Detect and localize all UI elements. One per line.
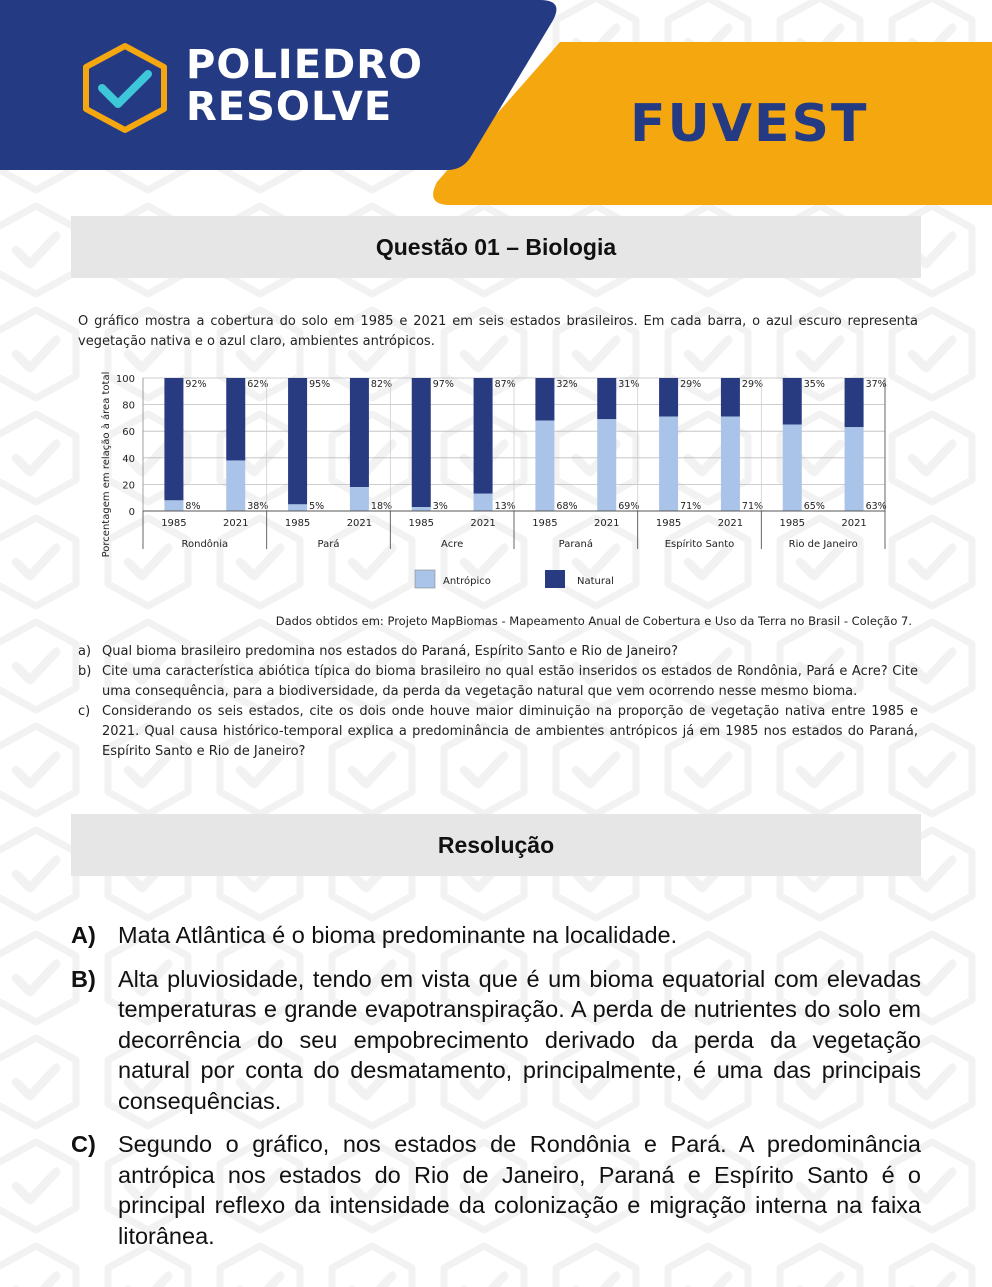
answer-c bbox=[71, 1129, 921, 1251]
data-label-antropico: 63% bbox=[865, 501, 887, 512]
answer-letter: A) bbox=[71, 922, 96, 948]
y-tick-label: 20 bbox=[122, 480, 135, 492]
resolution-answers bbox=[71, 920, 921, 1264]
data-label-antropico: 18% bbox=[370, 501, 393, 512]
data-label-antropico: 13% bbox=[494, 501, 516, 512]
data-label-natural: 32% bbox=[556, 379, 578, 390]
question-items bbox=[78, 642, 918, 762]
data-label-antropico: 65% bbox=[803, 501, 825, 512]
bar-natural bbox=[721, 378, 740, 417]
state-label: Acre bbox=[441, 539, 464, 550]
data-label-antropico: 5% bbox=[309, 501, 325, 512]
bar-natural bbox=[597, 378, 616, 419]
year-tick-label: 2021 bbox=[346, 518, 373, 529]
brand-name bbox=[186, 44, 423, 128]
year-tick-label: 2021 bbox=[841, 518, 867, 529]
data-label-natural: 92% bbox=[185, 379, 207, 390]
legend-swatch-natural bbox=[545, 570, 565, 588]
bar-antropico bbox=[535, 421, 554, 511]
data-label-natural: 29% bbox=[680, 379, 702, 390]
bar-natural bbox=[535, 378, 554, 421]
year-tick-label: 1985 bbox=[655, 518, 682, 529]
data-label-natural: 95% bbox=[309, 379, 331, 390]
bar-antropico bbox=[474, 494, 493, 511]
answer-text: Mata Atlântica é o bioma predominante na localidade. bbox=[118, 922, 678, 948]
year-tick-label: 2021 bbox=[223, 518, 249, 529]
item-text: Qual bioma brasileiro predomina nos estados do Paraná, Espírito Santo e Rio de Janeiro? bbox=[102, 644, 679, 659]
data-label-natural: 35% bbox=[803, 379, 825, 390]
legend-label-natural: Natural bbox=[577, 576, 614, 587]
item-letter: c) bbox=[78, 704, 91, 719]
bar-natural bbox=[845, 378, 864, 427]
data-label-natural: 97% bbox=[432, 379, 454, 390]
bar-natural bbox=[164, 378, 183, 500]
bar-natural bbox=[474, 378, 493, 494]
bar-natural bbox=[226, 378, 245, 460]
y-tick-label: 100 bbox=[115, 374, 135, 385]
chart-source: Dados obtidos em: Projeto MapBiomas - Mapeamento Anual de Cobertura e Uso da Terra no Brasil - Coleção 7. bbox=[275, 614, 912, 628]
item-letter: b) bbox=[78, 664, 92, 679]
year-tick-label: 1985 bbox=[779, 518, 805, 529]
answer-a bbox=[71, 920, 921, 951]
bar-natural bbox=[288, 378, 307, 504]
data-label-antropico: 69% bbox=[618, 501, 640, 512]
bar-natural bbox=[659, 378, 678, 417]
year-tick-label: 2021 bbox=[717, 518, 744, 529]
data-label-natural: 29% bbox=[741, 379, 764, 390]
bar-antropico bbox=[783, 425, 802, 511]
year-tick-label: 1985 bbox=[532, 518, 558, 529]
year-tick-label: 1985 bbox=[284, 518, 311, 529]
data-label-natural: 87% bbox=[494, 379, 516, 390]
bar-natural bbox=[350, 378, 369, 487]
bar-natural bbox=[783, 378, 802, 425]
exam-name: FUVEST bbox=[630, 94, 869, 154]
data-label-antropico: 68% bbox=[556, 501, 578, 512]
question-item-c bbox=[78, 702, 918, 762]
state-label: Paraná bbox=[558, 539, 594, 550]
bar-natural bbox=[412, 378, 431, 507]
bar-antropico bbox=[845, 427, 864, 511]
data-label-antropico: 71% bbox=[680, 501, 702, 512]
resolution-title: Resolução bbox=[71, 814, 921, 876]
year-tick-label: 1985 bbox=[161, 518, 187, 529]
data-label-antropico: 71% bbox=[741, 501, 764, 512]
land-cover-chart bbox=[95, 365, 895, 600]
data-label-antropico: 38% bbox=[247, 501, 269, 512]
year-tick-label: 2021 bbox=[594, 518, 620, 529]
question-title: Questão 01 – Biologia bbox=[71, 216, 921, 278]
brand-line-1: POLIEDRO bbox=[186, 42, 424, 88]
y-tick-label: 40 bbox=[122, 453, 135, 465]
state-label: Pará bbox=[317, 539, 340, 550]
state-label: Rio de Janeiro bbox=[788, 539, 858, 550]
question-intro: O gráfico mostra a cobertura do solo em 1985 e 2021 em seis estados brasileiros. Em cada barra, o azul escuro representa vegetação nativa e o azul claro, ambientes antrópicos. bbox=[78, 314, 918, 349]
bar-antropico bbox=[288, 504, 307, 511]
data-label-natural: 31% bbox=[618, 379, 640, 390]
state-label: Espírito Santo bbox=[664, 539, 735, 550]
bar-antropico bbox=[350, 487, 369, 511]
brand-line-2: RESOLVE bbox=[186, 84, 393, 130]
data-label-antropico: 3% bbox=[432, 501, 448, 512]
check-hexagon-icon bbox=[80, 42, 170, 134]
item-text: Considerando os seis estados, cite os dois onde houve maior diminuição na proporção de vegetação nativa entre 1985 e 2021. Qual causa histórico-temporal explica a predominância de ambientes antrópicos já em 1985 nos estados do Paraná, Espírito Santo e Rio de Janeiro? bbox=[102, 704, 918, 759]
data-label-antropico: 8% bbox=[185, 501, 201, 512]
bar-antropico bbox=[659, 417, 678, 511]
answer-b bbox=[71, 964, 921, 1117]
answer-text: Alta pluviosidade, tendo em vista que é um bioma equatorial com elevadas temperaturas e grande evapotranspiração. A perda de nutrientes do solo em decorrência do seu empobrecimento derivado da perda da vegetação natural por conta do desmatamento, principalmente, é uma das principais consequências. bbox=[118, 965, 921, 1114]
bar-antropico bbox=[597, 419, 616, 511]
year-tick-label: 2021 bbox=[470, 518, 496, 529]
bar-antropico bbox=[226, 460, 245, 511]
legend-label-antropico: Antrópico bbox=[443, 576, 491, 587]
data-label-natural: 62% bbox=[247, 379, 269, 390]
y-tick-label: 0 bbox=[128, 507, 135, 518]
y-tick-label: 60 bbox=[122, 427, 135, 439]
chart-svg bbox=[95, 365, 895, 600]
question-item-b bbox=[78, 662, 918, 702]
answer-letter: C) bbox=[71, 1131, 96, 1157]
bar-antropico bbox=[721, 417, 740, 511]
data-label-natural: 82% bbox=[370, 379, 393, 390]
year-tick-label: 1985 bbox=[408, 518, 434, 529]
item-letter: a) bbox=[78, 644, 92, 659]
bar-antropico bbox=[164, 500, 183, 511]
y-tick-label: 80 bbox=[122, 400, 135, 412]
state-label: Rondônia bbox=[181, 539, 229, 550]
answer-text: Segundo o gráfico, nos estados de Rondônia e Pará. A predominância antrópica nos estados do Rio de Janeiro, Paraná e Espírito Santo é o principal reflexo da intensidade da colonização e migração interna na faixa litorânea. bbox=[118, 1131, 921, 1249]
answer-letter: B) bbox=[71, 965, 96, 992]
question-item-a bbox=[78, 642, 918, 662]
y-axis-label: Porcentagem em relação à área total bbox=[101, 371, 112, 558]
data-label-natural: 37% bbox=[865, 379, 887, 390]
item-text: Cite uma característica abiótica típica do bioma brasileiro no qual estão inseridos os estados de Rondônia, Pará e Acre? Cite uma consequência, para a biodiversidade, da perda da vegetação natural que vem ocorrendo nesse mesmo bioma. bbox=[102, 664, 918, 699]
legend-swatch-antropico bbox=[415, 570, 435, 588]
bar-antropico bbox=[412, 507, 431, 511]
